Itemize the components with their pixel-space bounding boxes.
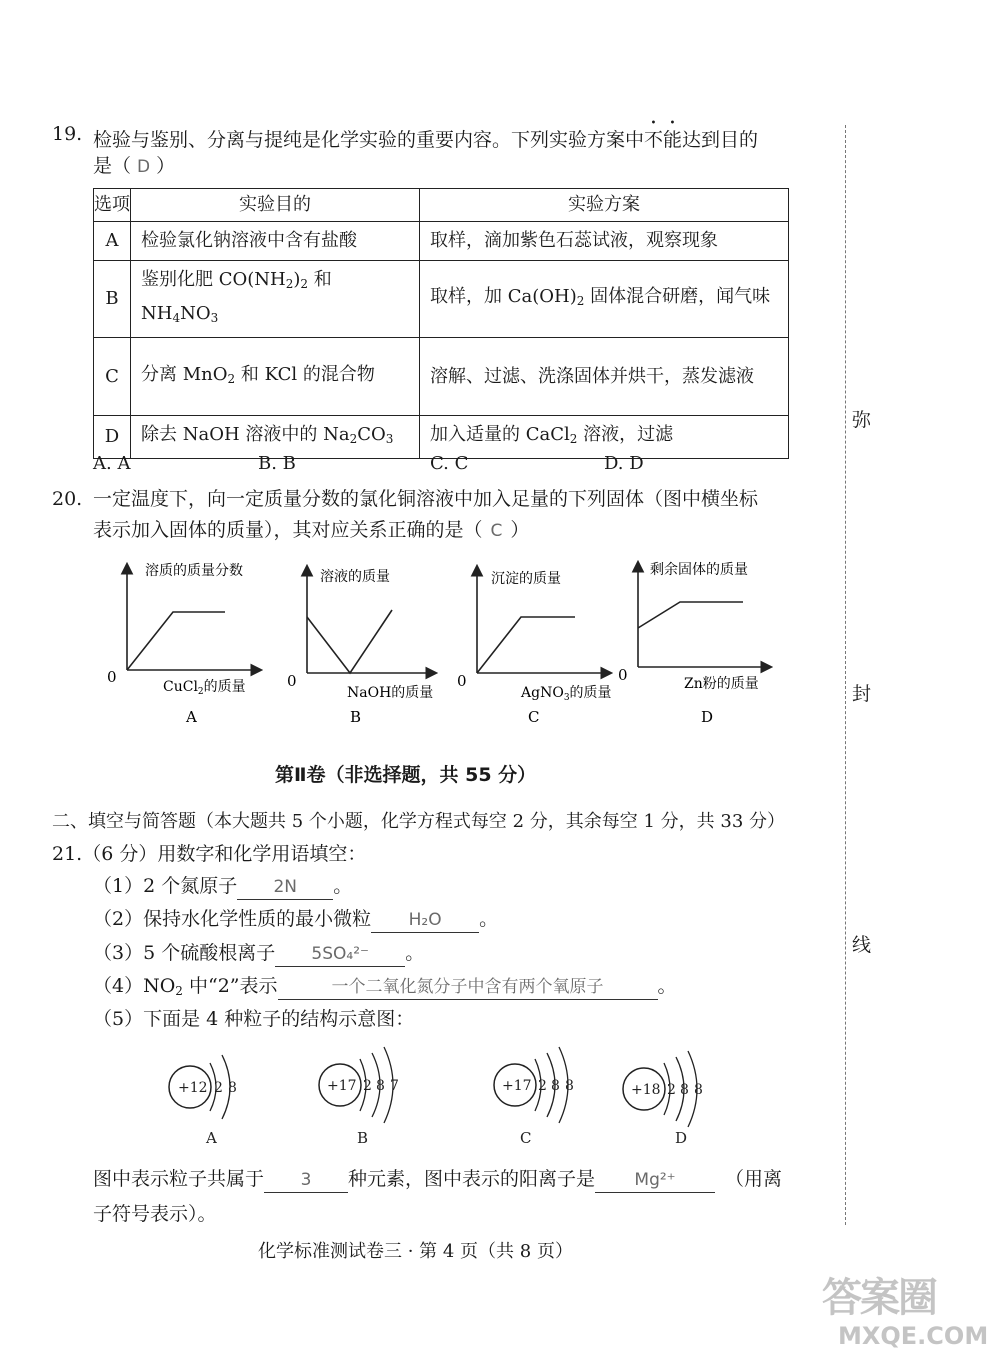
header-aim: 实验目的	[131, 189, 420, 222]
particle-b-shell: 2	[363, 1078, 372, 1094]
row-aim: 除去 NaOH 溶液中的 $Na_2CO_3$	[131, 416, 420, 459]
row-plan: 取样，滴加紫色石蕊试液，观察现象	[420, 222, 789, 261]
particle-d-shell: 8	[694, 1082, 703, 1098]
binding-dashed-line	[845, 125, 846, 1225]
graph-c-letter: C	[528, 708, 540, 726]
part2-title: 第Ⅱ卷（非选择题，共 55 分）	[275, 764, 537, 786]
q21-item-2-end: 。	[479, 908, 499, 930]
graph-a-letter: A	[186, 708, 197, 726]
q19-stem-post: 达到目的	[682, 129, 759, 151]
q19-table	[93, 188, 789, 459]
q21-final-line2: 子符号表示）。	[93, 1203, 217, 1225]
graph-b-letter: B	[350, 708, 362, 726]
q20-line2-post: ）	[510, 519, 530, 541]
q19-answer: D	[137, 157, 151, 177]
q19-stem-line2	[93, 150, 175, 183]
graph-b-origin: 0	[287, 672, 297, 690]
q21-item-3-answer: 5SO₄²⁻	[275, 942, 405, 967]
graph-c-xlabel: AgNO$_3$的质量	[521, 685, 612, 703]
q20-answer: C	[490, 521, 503, 541]
q21-item-4	[93, 970, 677, 1007]
q21-item-1-answer: 2N	[237, 875, 333, 900]
table-row	[94, 222, 789, 261]
graph-b-curve	[307, 610, 392, 673]
particle-c-letter: C	[520, 1129, 532, 1147]
particle-c-shell: 8	[565, 1078, 574, 1094]
q20-line2	[93, 514, 529, 547]
particle-a-shell: 8	[228, 1080, 237, 1096]
particle-d-shell: 8	[680, 1082, 689, 1098]
table-row	[94, 338, 789, 416]
graph-d-xlabel: Zn粉的质量	[684, 676, 759, 692]
graph-d-ylabel: 剩余固体的质量	[650, 562, 748, 578]
row-option: C	[94, 338, 131, 416]
particle-d	[623, 1051, 703, 1147]
graph-a-ylabel: 溶质的质量分数	[145, 563, 243, 579]
row-plan: 加入适量的 CaCl$_2$ 溶液，过滤	[420, 416, 789, 459]
q19-stem-line1	[93, 118, 758, 156]
q21-item-2	[93, 903, 498, 935]
row-aim: 分离 MnO$_2$ 和 KCl 的混合物	[131, 338, 420, 416]
particle-b-shell: 8	[376, 1078, 385, 1094]
choice-d: D. D	[604, 453, 644, 474]
page-footer: 化学标准测试卷三 · 第 4 页（共 8 页）	[258, 1241, 573, 1262]
particle-d-letter: D	[675, 1129, 688, 1147]
row-option: A	[94, 222, 131, 261]
q20-line2-pre: 表示加入固体的质量），其对应关系正确的是（	[93, 519, 483, 541]
particle-diagrams	[150, 1045, 750, 1155]
graph-a-xlabel: CuCl$_2$的质量	[163, 679, 246, 697]
q21-final-text-a: 图中表示粒子共属于	[93, 1168, 265, 1190]
side-mark-xian: 线	[852, 928, 871, 959]
row-plan: 取样，加 $Ca(OH)_2$ 固体混合研磨，闻气味	[420, 261, 789, 338]
q21-item-4-text-b: 中“2”表示	[182, 975, 278, 997]
q21-item-1-text: （1）2 个氮原子	[93, 875, 238, 897]
particle-b-nucleus: +17	[327, 1078, 357, 1094]
q21-item-3-end: 。	[405, 942, 425, 964]
graph-d	[618, 561, 770, 726]
particle-c-shell: 8	[551, 1078, 560, 1094]
graph-a-curve	[127, 612, 225, 670]
q19-stem2-post: ）	[156, 155, 176, 177]
q21-item-3	[93, 937, 424, 969]
row-plan: 溶解、过滤、洗涤固体并烘干，蒸发滤液	[420, 338, 789, 416]
particle-d-nucleus: +18	[631, 1082, 661, 1098]
q21-item-4-answer: 一个二氧化氮分子中含有两个氧原子	[278, 975, 658, 1000]
particle-c-nucleus: +17	[502, 1078, 532, 1094]
q21-final-answer-2: Mg²⁺	[595, 1168, 715, 1193]
q21-item-1	[93, 870, 352, 902]
q21-item-5: （5）下面是 4 种粒子的结构示意图：	[93, 1008, 415, 1030]
q20-number: 20.	[52, 488, 83, 510]
graph-c-curve	[477, 617, 575, 673]
q20-line1: 一定温度下，向一定质量分数的氯化铜溶液中加入足量的下列固体（图中横坐标	[93, 488, 759, 510]
graph-c	[457, 567, 612, 726]
watermark-logo: 答案圈	[822, 1275, 936, 1321]
graph-d-curve	[638, 602, 743, 628]
table-header-row	[94, 189, 789, 222]
table-row	[94, 261, 789, 338]
particle-a-letter: A	[206, 1129, 217, 1147]
q21-item-1-end: 。	[333, 875, 353, 897]
q21-head: 21.（6 分）用数字和化学用语填空：	[52, 843, 367, 865]
graph-d-letter: D	[701, 708, 714, 726]
choice-a: A. A	[93, 453, 131, 474]
particle-a-nucleus: +12	[178, 1080, 208, 1096]
q21-final-text-c: （用离	[725, 1168, 783, 1190]
q19-stem2-pre: 是（	[93, 155, 132, 177]
row-aim: 检验氯化钠溶液中含有盐酸	[131, 222, 420, 261]
particle-a-shell: 2	[214, 1080, 223, 1096]
particle-b-shell: 7	[390, 1078, 399, 1094]
section2-heading: 二、填空与简答题（本大题共 5 个小题，化学方程式每空 2 分，其余每空 1 分，共 33 分）	[52, 811, 786, 832]
q21-item-2-answer: H₂O	[371, 908, 479, 933]
row-option: D	[94, 416, 131, 459]
q21-final-answer-1: 3	[264, 1168, 348, 1193]
graph-b-xlabel: NaOH的质量	[347, 685, 434, 701]
graph-b	[287, 567, 435, 726]
graph-a-origin: 0	[107, 668, 117, 686]
header-plan: 实验方案	[420, 189, 789, 222]
graph-d-origin: 0	[618, 666, 628, 684]
graph-c-ylabel: 沉淀的质量	[491, 571, 561, 587]
q21-item-2-text: （2）保持水化学性质的最小微粒	[93, 908, 372, 930]
q21-item-3-text: （3）5 个硫酸根离子	[93, 942, 276, 964]
q19-stem-emph: 不能	[644, 129, 683, 151]
particle-b	[319, 1047, 399, 1147]
side-mark-feng: 封	[852, 677, 871, 708]
particle-c-shell: 2	[538, 1078, 547, 1094]
graph-a	[107, 562, 260, 726]
row-aim: 鉴别化肥 $CO(NH_2)_2$ 和 $NH_4NO_3$	[131, 261, 420, 338]
q21-final-line1	[93, 1163, 782, 1195]
choice-b: B. B	[258, 453, 296, 474]
q19-number: 19.	[52, 123, 83, 145]
q21-item-4-sub: 2	[175, 984, 183, 998]
watermark-url: MXQE.COM	[838, 1322, 989, 1350]
particle-a	[169, 1055, 237, 1147]
header-option: 选项	[94, 189, 131, 222]
particle-c	[494, 1047, 574, 1147]
q21-item-4-end: 。	[657, 975, 677, 997]
particle-d-shell: 2	[667, 1082, 676, 1098]
choice-c: C. C	[430, 453, 469, 474]
side-mark-mi: 弥	[852, 403, 871, 434]
particle-b-letter: B	[357, 1129, 369, 1147]
graph-b-ylabel: 溶液的质量	[320, 569, 390, 585]
q21-item-4-text-a: （4）NO	[93, 975, 176, 997]
q21-final-text-b: 种元素，图中表示的阳离子是	[348, 1168, 596, 1190]
q20-graphs	[95, 555, 795, 730]
row-option: B	[94, 261, 131, 338]
graph-c-origin: 0	[457, 672, 467, 690]
q19-stem-pre: 检验与鉴别、分离与提纯是化学实验的重要内容。下列实验方案中	[93, 129, 645, 151]
